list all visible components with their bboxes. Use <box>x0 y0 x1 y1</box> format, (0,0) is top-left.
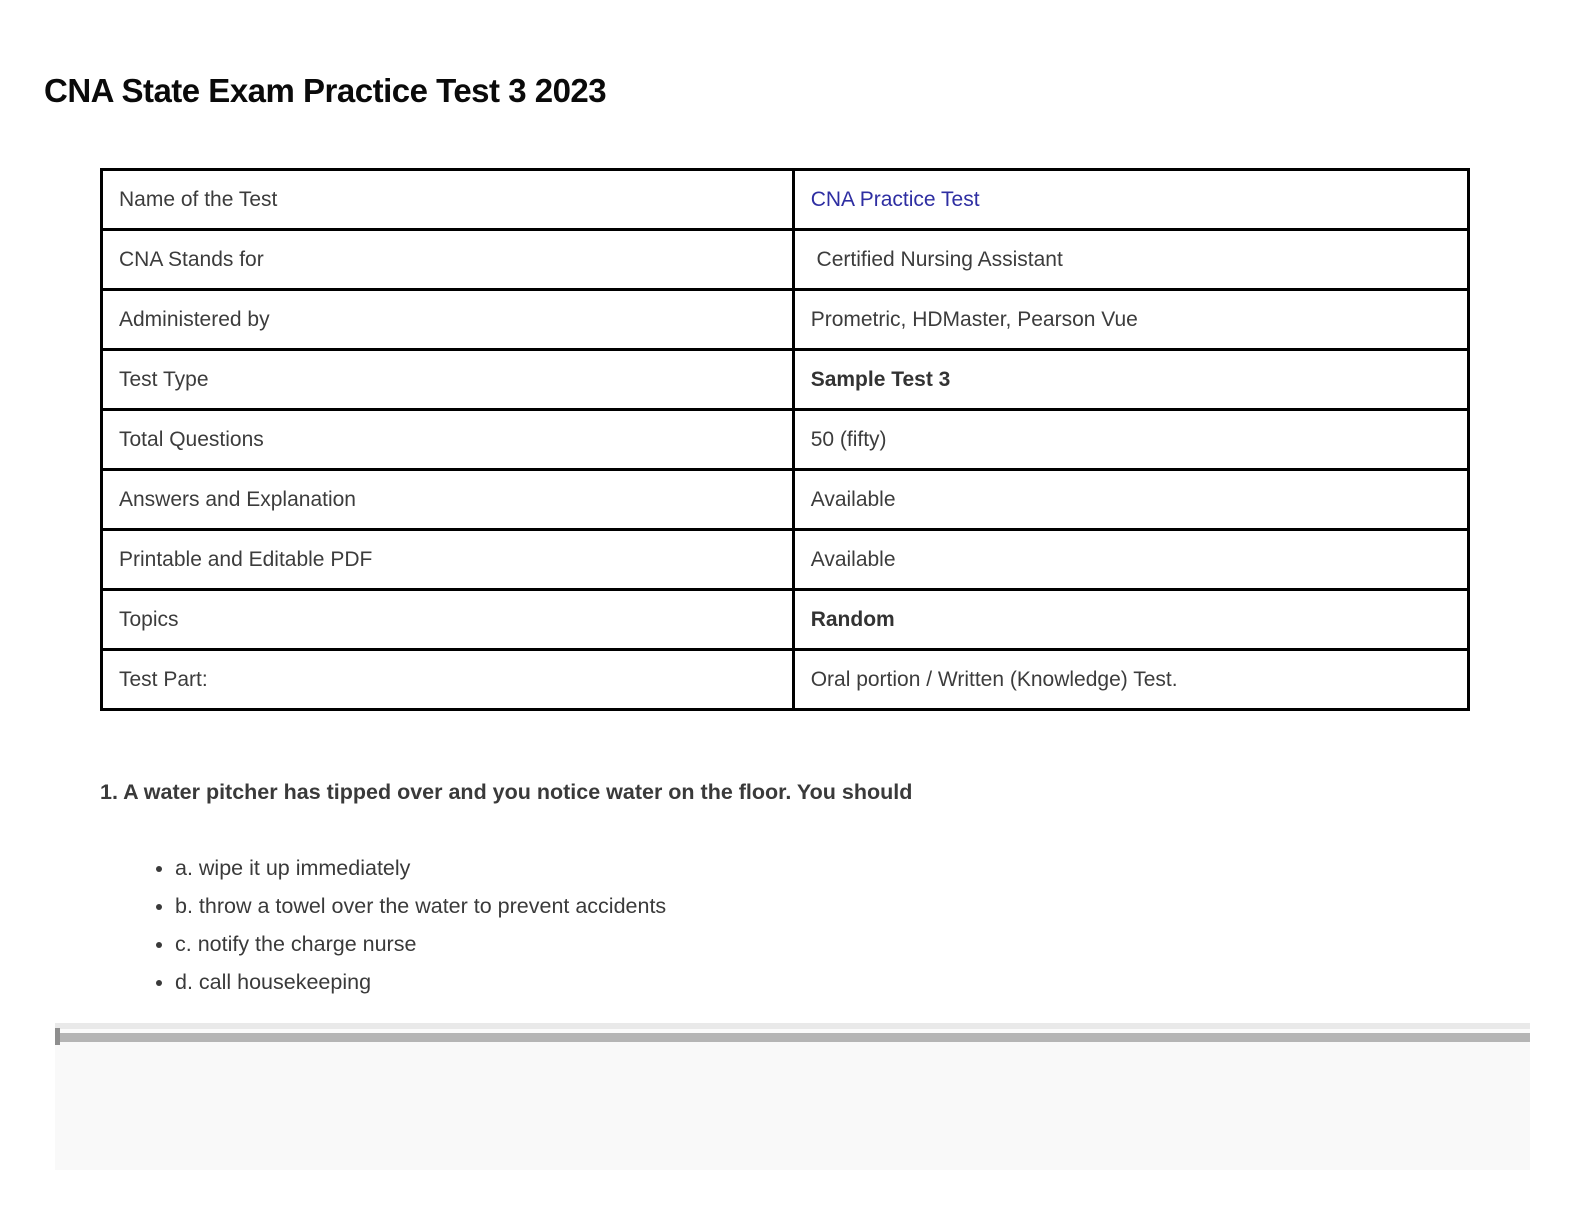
row-label-total-questions: Total Questions <box>102 410 794 470</box>
row-label-test-type: Test Type <box>102 350 794 410</box>
row-label-administered-by: Administered by <box>102 290 794 350</box>
row-value-printable-pdf: Available <box>793 530 1468 590</box>
row-value-topics: Random <box>793 590 1468 650</box>
option-c: • c. notify the charge nurse <box>175 932 1400 956</box>
row-value-name-of-test <box>793 170 1468 230</box>
cna-practice-test-link[interactable]: CNA Practice Test <box>810 187 980 211</box>
table-row <box>102 530 1469 590</box>
table-row <box>102 590 1469 650</box>
row-label-name-of-test: Name of the Test <box>102 170 794 230</box>
option-d: • d. call housekeeping <box>175 970 1400 994</box>
embed-placeholder-panel <box>55 1023 1530 1170</box>
row-label-answers-explanation: Answers and Explanation <box>102 470 794 530</box>
table-row <box>102 350 1469 410</box>
question-1-options <box>100 856 1400 1008</box>
option-b: • b. throw a towel over the water to prevent accidents <box>175 894 1400 918</box>
table-row <box>102 470 1469 530</box>
row-label-test-part: Test Part: <box>102 650 794 710</box>
embed-scrollbar-thumb[interactable] <box>55 1028 60 1045</box>
table-row <box>102 650 1469 710</box>
row-value-test-type: Sample Test 3 <box>793 350 1468 410</box>
row-label-topics: Topics <box>102 590 794 650</box>
table-row <box>102 170 1469 230</box>
question-1-text: 1. A water pitcher has tipped over and you notice water on the floor. You should <box>100 780 913 804</box>
row-label-printable-pdf: Printable and Editable PDF <box>102 530 794 590</box>
embed-scrollbar[interactable] <box>55 1033 1530 1042</box>
row-value-administered-by: Prometric, HDMaster, Pearson Vue <box>793 290 1468 350</box>
table-row <box>102 290 1469 350</box>
row-value-answers-explanation: Available <box>793 470 1468 530</box>
table-row <box>102 230 1469 290</box>
page-title: CNA State Exam Practice Test 3 2023 <box>44 72 607 109</box>
row-label-cna-stands-for: CNA Stands for <box>102 230 794 290</box>
table-row <box>102 410 1469 470</box>
row-value-cna-stands-for: Certified Nursing Assistant <box>793 230 1468 290</box>
row-value-test-part: Oral portion / Written (Knowledge) Test. <box>793 650 1468 710</box>
option-a: • a. wipe it up immediately <box>175 856 1400 880</box>
test-info-table <box>100 168 1470 711</box>
row-value-total-questions: 50 (fifty) <box>793 410 1468 470</box>
